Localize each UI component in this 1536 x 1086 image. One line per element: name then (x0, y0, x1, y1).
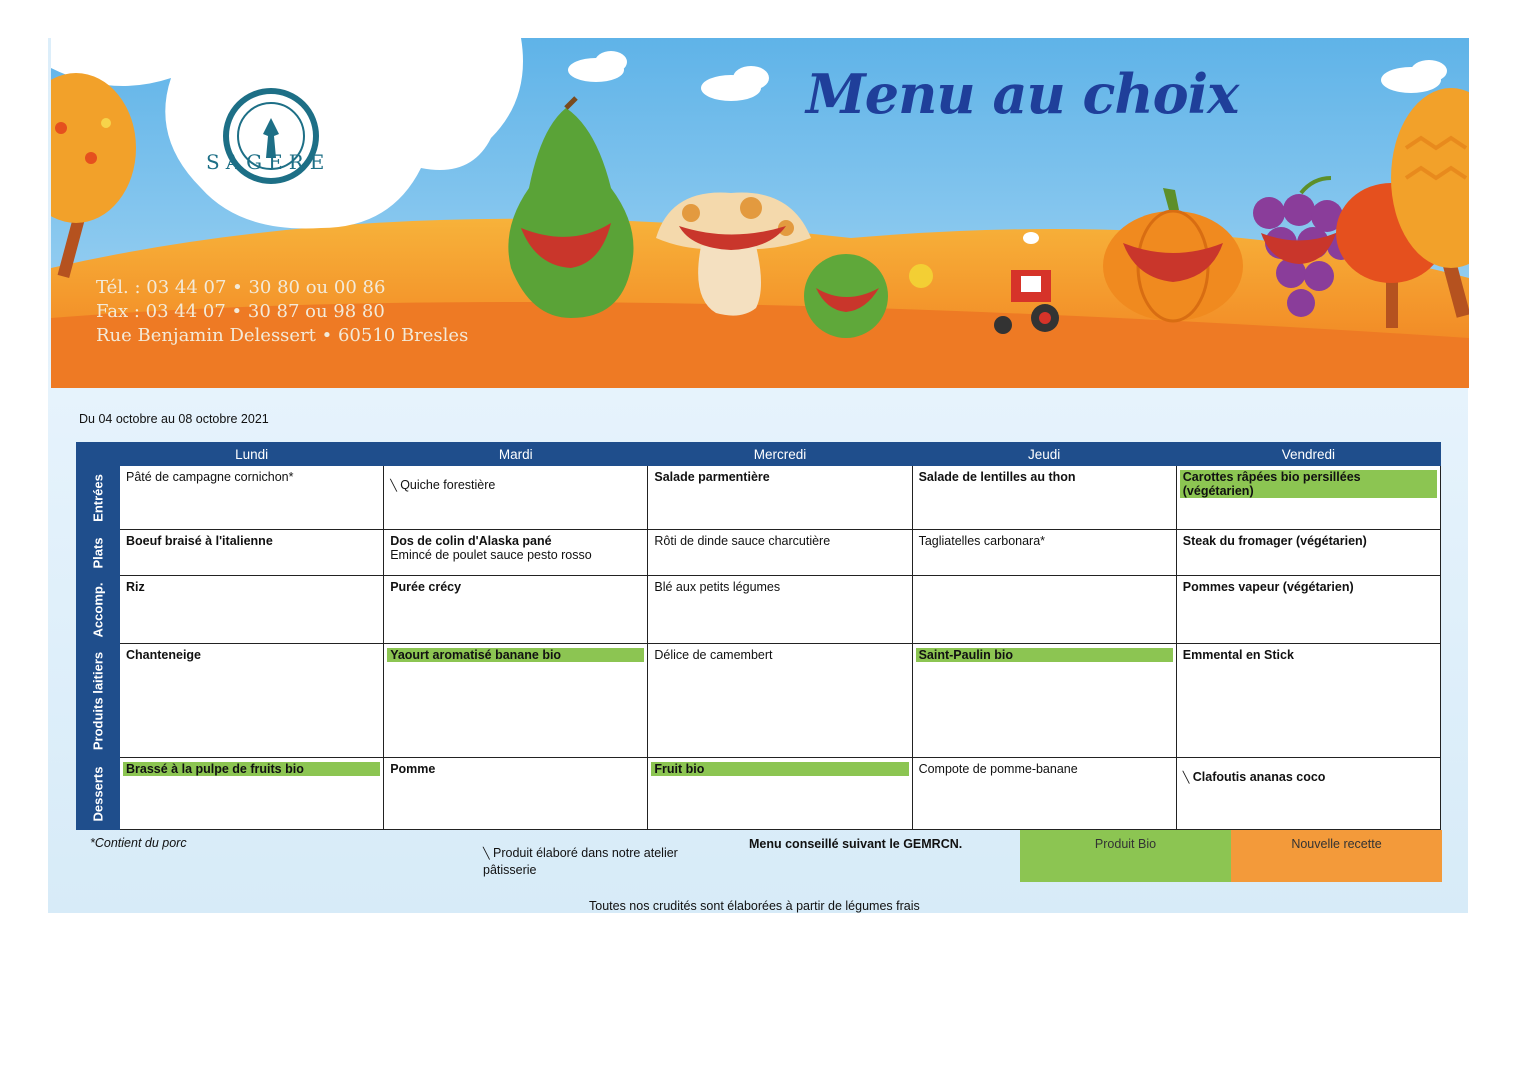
day-header-row (77, 443, 1441, 466)
crudites-note: Toutes nos crudités sont élaborées à partir de légumes frais (589, 899, 920, 913)
dish-bio: Saint-Paulin bio (916, 648, 1173, 662)
menu-cell (1176, 466, 1440, 530)
row-label-text: Desserts (90, 766, 106, 821)
day-header: Mardi (384, 443, 648, 466)
whisk-icon: ╲ (390, 480, 397, 492)
address-line: Rue Benjamin Delessert • 60510 Bresles (96, 325, 469, 346)
legend-new-label: Nouvelle recette (1291, 837, 1382, 851)
menu-cell (120, 576, 384, 644)
dish: Pâté de campagne cornichon* (126, 470, 294, 484)
menu-cell (384, 466, 648, 530)
dish: Riz (126, 580, 145, 594)
table-row (77, 576, 1441, 644)
menu-cell (648, 644, 912, 758)
row-label-text: Plats (90, 536, 106, 569)
menu-cell (912, 530, 1176, 576)
phone-line: Tél. : 03 44 07 • 30 80 ou 00 86 (96, 277, 386, 298)
day-header: Vendredi (1176, 443, 1440, 466)
day-header: Mercredi (648, 443, 912, 466)
row-label (77, 530, 120, 576)
menu-cell (912, 758, 1176, 830)
menu-cell (1176, 530, 1440, 576)
row-label-text: Accomp. (90, 582, 106, 637)
dish: Boeuf braisé à l'italienne (126, 534, 273, 548)
menu-cell (384, 644, 648, 758)
row-label (77, 758, 120, 830)
menu-cell (648, 466, 912, 530)
legend-bio-label: Produit Bio (1094, 837, 1157, 851)
atelier-note (483, 845, 713, 878)
contact-block (96, 276, 468, 348)
dish-bio: Brassé à la pulpe de fruits bio (123, 762, 380, 776)
dish: Salade de lentilles au thon (918, 470, 1076, 484)
menu-cell (384, 530, 648, 576)
legend-bio-box (1020, 830, 1231, 882)
dish: Purée crécy (390, 580, 462, 594)
menu-cell (912, 576, 1176, 644)
row-label (77, 466, 120, 530)
menu-cell (648, 758, 912, 830)
dish: Dos de colin d'Alaska pané (390, 534, 552, 548)
whisk-icon: ╲ (1182, 772, 1190, 784)
menu-cell (912, 466, 1176, 530)
menu-cell (912, 644, 1176, 758)
menu-cell (1176, 644, 1440, 758)
menu-cell (120, 758, 384, 830)
table-row (77, 644, 1441, 758)
menu-cell (1176, 758, 1440, 830)
date-range: Du 04 octobre au 08 octobre 2021 (79, 412, 269, 426)
dish: Salade parmentière (654, 470, 770, 484)
menu-cell (120, 530, 384, 576)
menu-title: Menu au choix (806, 62, 1239, 126)
menu-cell (648, 576, 912, 644)
dish: Compote de pomme-banane (918, 762, 1078, 776)
table-row (77, 466, 1441, 530)
row-label-text: Entrées (90, 473, 106, 522)
dish: Steak du fromager (végétarien) (1182, 534, 1367, 548)
menu-cell (384, 758, 648, 830)
table-row (77, 530, 1441, 576)
dish-bio: Fruit bio (651, 762, 908, 776)
dish: Rôti de dinde sauce charcutière (654, 534, 831, 548)
table-corner (77, 443, 120, 466)
legend-new-recipe-box (1231, 830, 1442, 882)
dish: Tagliatelles carbonara* (918, 534, 1046, 548)
menu-cell (384, 576, 648, 644)
row-label-text: Produits laitiers (90, 651, 106, 750)
dish-bio: Yaourt aromatisé banane bio (387, 648, 644, 662)
dish: Blé aux petits légumes (654, 580, 781, 594)
dish: Pommes vapeur (végétarien) (1182, 580, 1354, 594)
dish: Clafoutis ananas coco (1192, 770, 1326, 784)
whisk-icon: ╲ (483, 848, 490, 860)
menu-cell (120, 644, 384, 758)
atelier-note-text: Produit élaboré dans notre atelier pâtisserie (483, 846, 678, 877)
row-label (77, 576, 120, 644)
dish: Pomme (390, 762, 436, 776)
day-header: Lundi (120, 443, 384, 466)
menu-cell (1176, 576, 1440, 644)
dish: Quiche forestière (400, 478, 496, 492)
pork-note: *Contient du porc (90, 836, 187, 850)
dish: Emincé de poulet sauce pesto rosso (390, 548, 592, 562)
fax-line: Fax : 03 44 07 • 30 87 ou 98 80 (96, 301, 385, 322)
menu-cell (120, 466, 384, 530)
row-label (77, 644, 120, 758)
table-row (77, 758, 1441, 830)
dish: Emmental en Stick (1182, 648, 1294, 662)
day-header: Jeudi (912, 443, 1176, 466)
gemrcn-note: Menu conseillé suivant le GEMRCN. (749, 837, 963, 851)
logo-wordmark: SAGERE (206, 150, 331, 174)
menu-cell (648, 530, 912, 576)
dish: Chanteneige (126, 648, 202, 662)
dish: Délice de camembert (654, 648, 773, 662)
weekly-menu-table (76, 442, 1441, 830)
dish-bio: Carottes râpées bio persillées (végétarien) (1180, 470, 1437, 498)
